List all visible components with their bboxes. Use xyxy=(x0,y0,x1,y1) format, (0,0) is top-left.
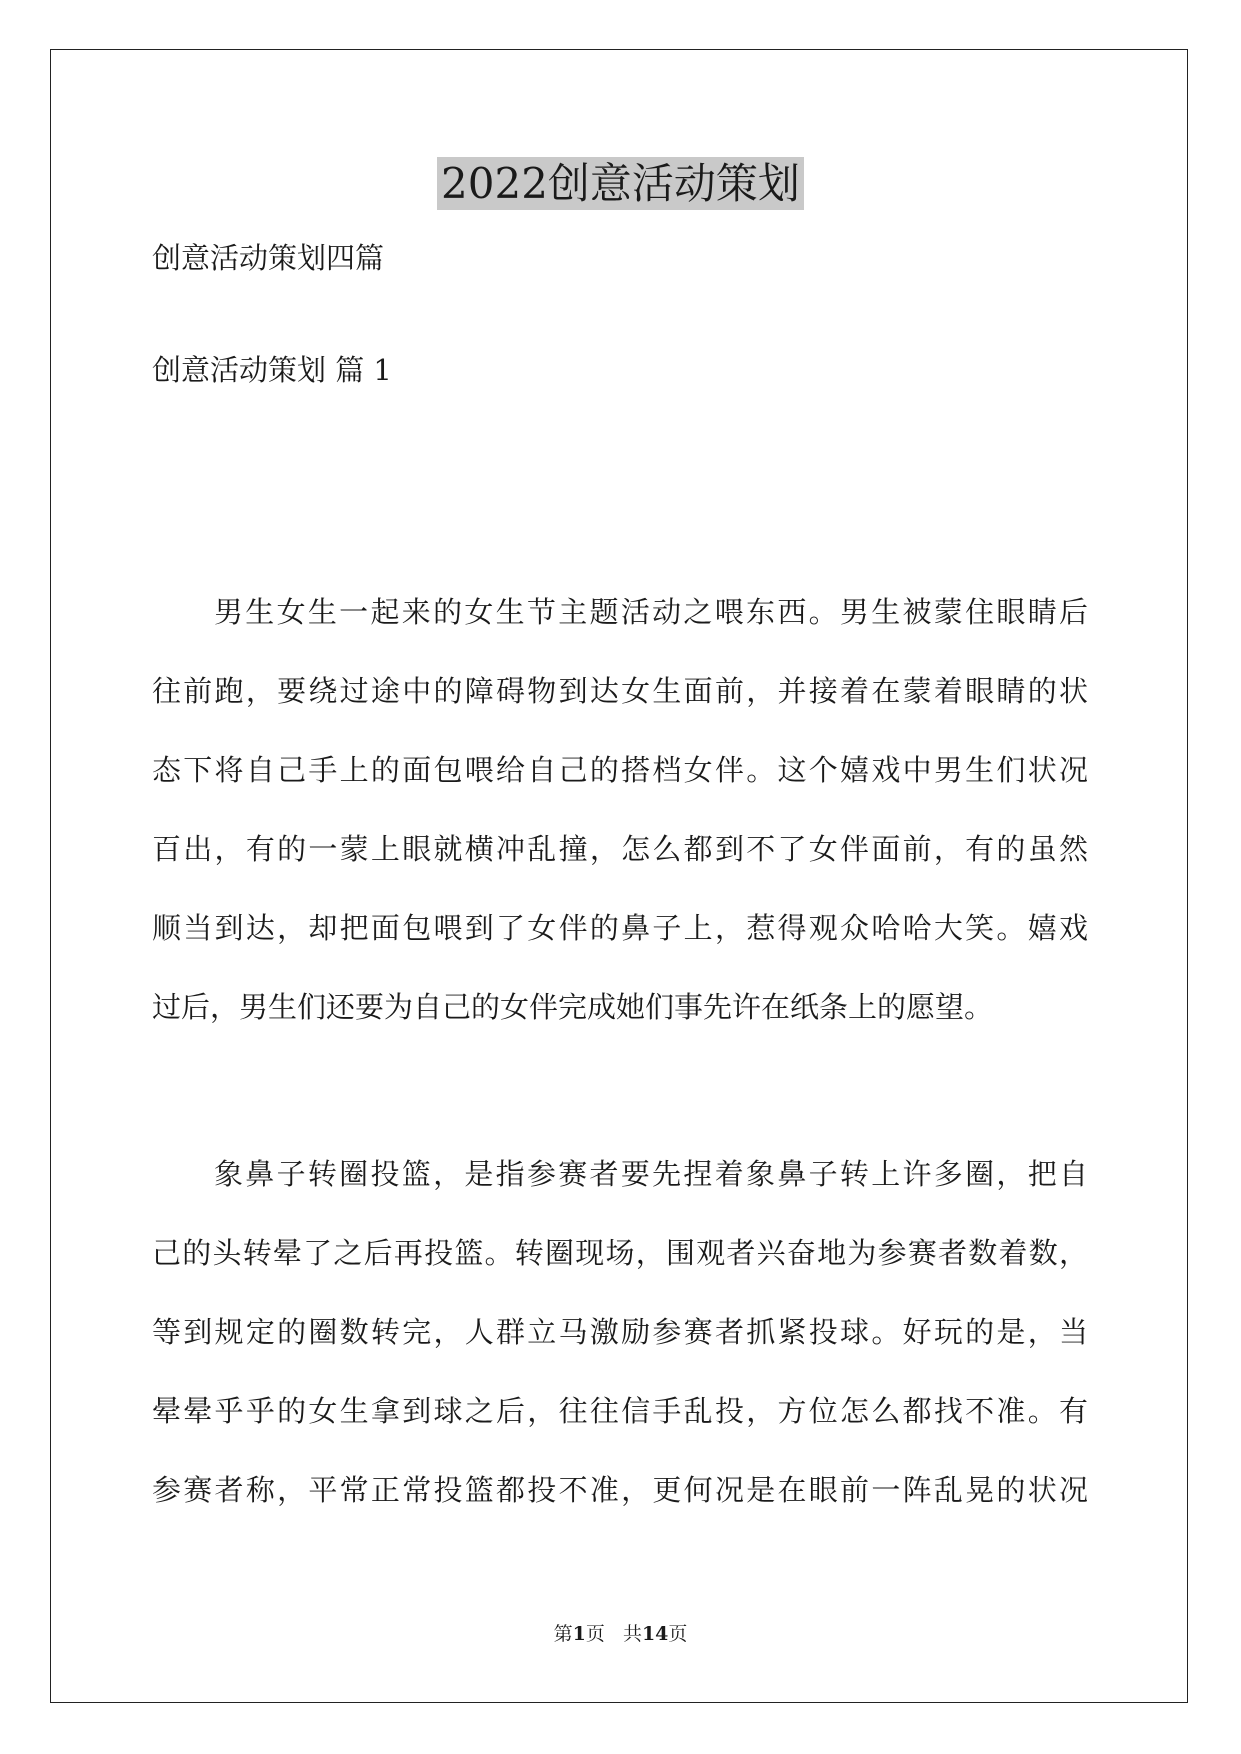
paragraph-2-line-3: 等到规定的圈数转完，人群立马激励参赛者抓紧投球。好玩的是，当 xyxy=(152,1315,1088,1349)
paragraph-2-line-2: 己的头转晕了之后再投篮。转圈现场，围观者兴奋地为参赛者数着数， xyxy=(152,1236,1088,1270)
paragraph-2-line-1: 象鼻子转圈投篮，是指参赛者要先捏着象鼻子转上许多圈，把自 xyxy=(214,1157,1088,1191)
section-heading: 创意活动策划 篇 1 xyxy=(152,353,392,387)
footer-page-current: 1 xyxy=(572,1623,586,1645)
page-footer xyxy=(0,1622,1241,1646)
paragraph-1-line-6: 过后，男生们还要为自己的女伴完成她们事先许在纸条上的愿望。 xyxy=(152,990,994,1024)
paragraph-1-line-2: 往前跑，要绕过途中的障碍物到达女生面前，并接着在蒙着眼睛的状 xyxy=(152,674,1088,708)
paragraph-1-line-4: 百出，有的一蒙上眼就横冲乱撞，怎么都到不了女伴面前，有的虽然 xyxy=(152,832,1088,866)
paragraph-1-line-5: 顺当到达，却把面包喂到了女伴的鼻子上，惹得观众哈哈大笑。嬉戏 xyxy=(152,911,1088,945)
footer-page-suffix: 页 xyxy=(668,1623,688,1645)
document-title xyxy=(0,156,1241,212)
document-title-text: 2022创意活动策划 xyxy=(437,157,804,210)
footer-page-prefix: 第 xyxy=(553,1623,573,1645)
paragraph-1-line-1: 男生女生一起来的女生节主题活动之喂东西。男生被蒙住眼睛后 xyxy=(214,595,1088,629)
paragraph-2-line-5: 参赛者称，平常正常投篮都投不准，更何况是在眼前一阵乱晃的状况 xyxy=(152,1473,1088,1507)
paragraph-1-line-3: 态下将自己手上的面包喂给自己的搭档女伴。这个嬉戏中男生们状况 xyxy=(152,753,1088,787)
document-subtitle: 创意活动策划四篇 xyxy=(152,241,385,275)
footer-page-total: 14 xyxy=(641,1623,669,1645)
paragraph-2-line-4: 晕晕乎乎的女生拿到球之后，往往信手乱投，方位怎么都找不准。有 xyxy=(152,1394,1088,1428)
footer-page-mid: 页 共 xyxy=(585,1623,642,1645)
page-border xyxy=(50,49,1188,1703)
